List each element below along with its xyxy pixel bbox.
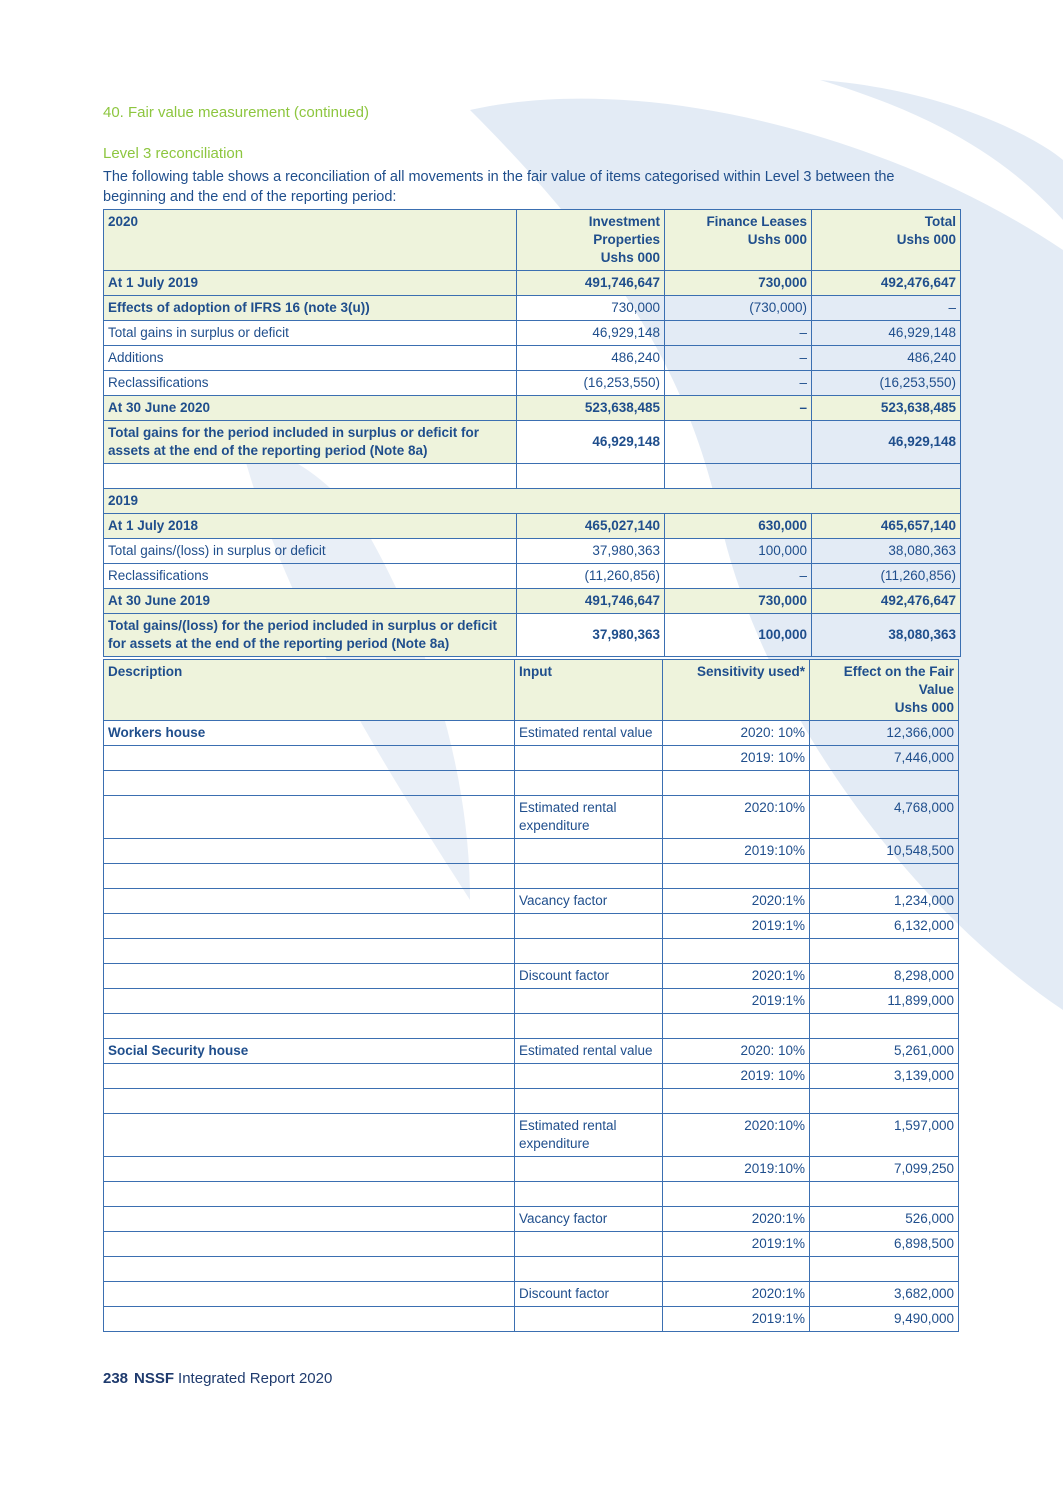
table-row [104,539,961,564]
cell-value: – [665,346,812,371]
intro-paragraph: The following table shows a reconciliation of all movements in the fair value of items categorised within Level 3 between the beginning and the end of the reporting period: [103,169,895,205]
cell-value: 46,929,148 [812,321,961,346]
property-name: Social Security house [104,1039,515,1064]
cell-value: 46,929,148 [812,421,961,464]
effect-value: 3,682,000 [810,1282,959,1307]
cell-value: 38,080,363 [812,539,961,564]
recon-year-2019-row [104,489,961,514]
recon-header-total: Total Ushs 000 [812,210,961,271]
sensitivity-value: 2020: 10% [663,721,810,746]
cell-value: 730,000 [517,296,665,321]
section-title: 40. Fair value measurement (continued) [103,104,369,121]
cell-value: 730,000 [665,271,812,296]
year-label: 2019 [104,489,961,514]
row-label: Additions [104,346,517,371]
effect-value: 4,768,000 [810,796,959,839]
table-row [104,421,961,464]
page-footer [103,1370,332,1387]
input-label: Estimated rental expenditure [515,796,663,839]
table-row [104,964,959,989]
cell-value [665,421,812,464]
cell-value: 523,638,485 [517,396,665,421]
effect-value: 7,446,000 [810,746,959,771]
sensitivity-value: 2020: 10% [663,1039,810,1064]
table-row [104,914,959,939]
table-row [104,746,959,771]
row-label: At 1 July 2018 [104,514,517,539]
sensitivity-value: 2019:10% [663,839,810,864]
table-row [104,589,961,614]
table-row [104,514,961,539]
input-label: Estimated rental expenditure [515,1114,663,1157]
sensitivity-value: 2019:1% [663,914,810,939]
row-label: Total gains/(loss) for the period included in surplus or deficit for assets at the end of the reporting period (Note 8a) [104,614,517,657]
table-row [104,721,959,746]
cell-value: 491,746,647 [517,589,665,614]
sens-header-description: Description [104,660,515,721]
effect-value: 9,490,000 [810,1307,959,1332]
row-label: Total gains for the period included in surplus or deficit for assets at the end of the reporting period (Note 8a) [104,421,517,464]
table-row [104,271,961,296]
cell-value: 46,929,148 [517,421,665,464]
effect-value: 526,000 [810,1207,959,1232]
recon-header-row [104,210,961,271]
effect-value: 1,234,000 [810,889,959,914]
sensitivity-value: 2019: 10% [663,1064,810,1089]
table-row [104,296,961,321]
table-row [104,396,961,421]
table-row [104,614,961,657]
effect-value: 11,899,000 [810,989,959,1014]
cell-value: (730,000) [665,296,812,321]
sens-header-effect: Effect on the Fair Value Ushs 000 [810,660,959,721]
recon-header-year: 2020 [104,210,517,271]
cell-value: 491,746,647 [517,271,665,296]
sensitivity-value: 2020:1% [663,889,810,914]
property-name: Workers house [104,721,515,746]
effect-value: 12,366,000 [810,721,959,746]
table-row-empty [104,1257,959,1282]
row-label: At 30 June 2020 [104,396,517,421]
input-label: Discount factor [515,1282,663,1307]
effect-value: 8,298,000 [810,964,959,989]
sens-header-sensitivity: Sensitivity used* [663,660,810,721]
cell-value: (11,260,856) [517,564,665,589]
cell-value: 486,240 [812,346,961,371]
brand-name: NSSF [134,1370,175,1387]
table-row [104,1157,959,1182]
sensitivity-value: 2019:1% [663,1232,810,1257]
input-label: Estimated rental value [515,721,663,746]
cell-value: – [812,296,961,321]
cell-value: – [665,371,812,396]
row-label: At 30 June 2019 [104,589,517,614]
table-row [104,989,959,1014]
sens-header-row [104,660,959,721]
cell-value: 486,240 [517,346,665,371]
table-row [104,1039,959,1064]
cell-value: 38,080,363 [812,614,961,657]
cell-value: 730,000 [665,589,812,614]
table-row [104,371,961,396]
sensitivity-value: 2019:1% [663,1307,810,1332]
cell-value: 630,000 [665,514,812,539]
table-row [104,1307,959,1332]
table-row-empty [104,771,959,796]
sensitivity-value: 2020:1% [663,1282,810,1307]
cell-value: 492,476,647 [812,271,961,296]
effect-value: 6,898,500 [810,1232,959,1257]
input-label: Vacancy factor [515,889,663,914]
table-row-empty [104,1182,959,1207]
effect-value: 3,139,000 [810,1064,959,1089]
cell-value: 523,638,485 [812,396,961,421]
cell-value: (11,260,856) [812,564,961,589]
input-label: Vacancy factor [515,1207,663,1232]
sensitivity-value: 2020:1% [663,964,810,989]
effect-value: 6,132,000 [810,914,959,939]
cell-value: 37,980,363 [517,614,665,657]
row-label: Total gains/(loss) in surplus or deficit [104,539,517,564]
sensitivity-value: 2019:1% [663,989,810,1014]
sens-header-input: Input [515,660,663,721]
table-row [104,839,959,864]
sensitivity-value: 2020:10% [663,796,810,839]
table-row [104,1064,959,1089]
table-row [104,1114,959,1157]
sensitivity-value: 2020:10% [663,1114,810,1157]
cell-value: 465,657,140 [812,514,961,539]
cell-value: 492,476,647 [812,589,961,614]
row-label: Reclassifications [104,371,517,396]
table-row-empty [104,464,961,489]
page-number: 238 [103,1370,129,1387]
cell-value: 46,929,148 [517,321,665,346]
sensitivity-value: 2019:10% [663,1157,810,1182]
report-title: Integrated Report 2020 [178,1370,333,1387]
table-row [104,346,961,371]
cell-value: (16,253,550) [812,371,961,396]
row-label: Reclassifications [104,564,517,589]
cell-value: – [665,321,812,346]
table-row [104,889,959,914]
effect-value: 7,099,250 [810,1157,959,1182]
cell-value: 37,980,363 [517,539,665,564]
table-row [104,321,961,346]
subsection-title: Level 3 reconciliation [103,145,244,162]
cell-value: – [665,564,812,589]
effect-value: 1,597,000 [810,1114,959,1157]
input-label: Estimated rental value [515,1039,663,1064]
sensitivity-value: 2020:1% [663,1207,810,1232]
effect-value: 5,261,000 [810,1039,959,1064]
input-label: Discount factor [515,964,663,989]
table-row [104,1232,959,1257]
table-row [104,564,961,589]
row-label: Effects of adoption of IFRS 16 (note 3(u)) [104,296,517,321]
table-row [104,1207,959,1232]
table-row-empty [104,939,959,964]
cell-value: 100,000 [665,539,812,564]
recon-header-finance-leases: Finance Leases Ushs 000 [665,210,812,271]
table-row [104,1282,959,1307]
table-row-empty [104,1089,959,1114]
sensitivity-value: 2019: 10% [663,746,810,771]
table-row-empty [104,1014,959,1039]
table-row-empty [104,864,959,889]
level3-reconciliation-table [103,209,961,657]
table-row [104,796,959,839]
cell-value: 100,000 [665,614,812,657]
sensitivity-table [103,659,959,1332]
cell-value: 465,027,140 [517,514,665,539]
cell-value: – [665,396,812,421]
row-label: Total gains in surplus or deficit [104,321,517,346]
recon-header-investment-properties: Investment Properties Ushs 000 [517,210,665,271]
cell-value: (16,253,550) [517,371,665,396]
effect-value: 10,548,500 [810,839,959,864]
row-label: At 1 July 2019 [104,271,517,296]
